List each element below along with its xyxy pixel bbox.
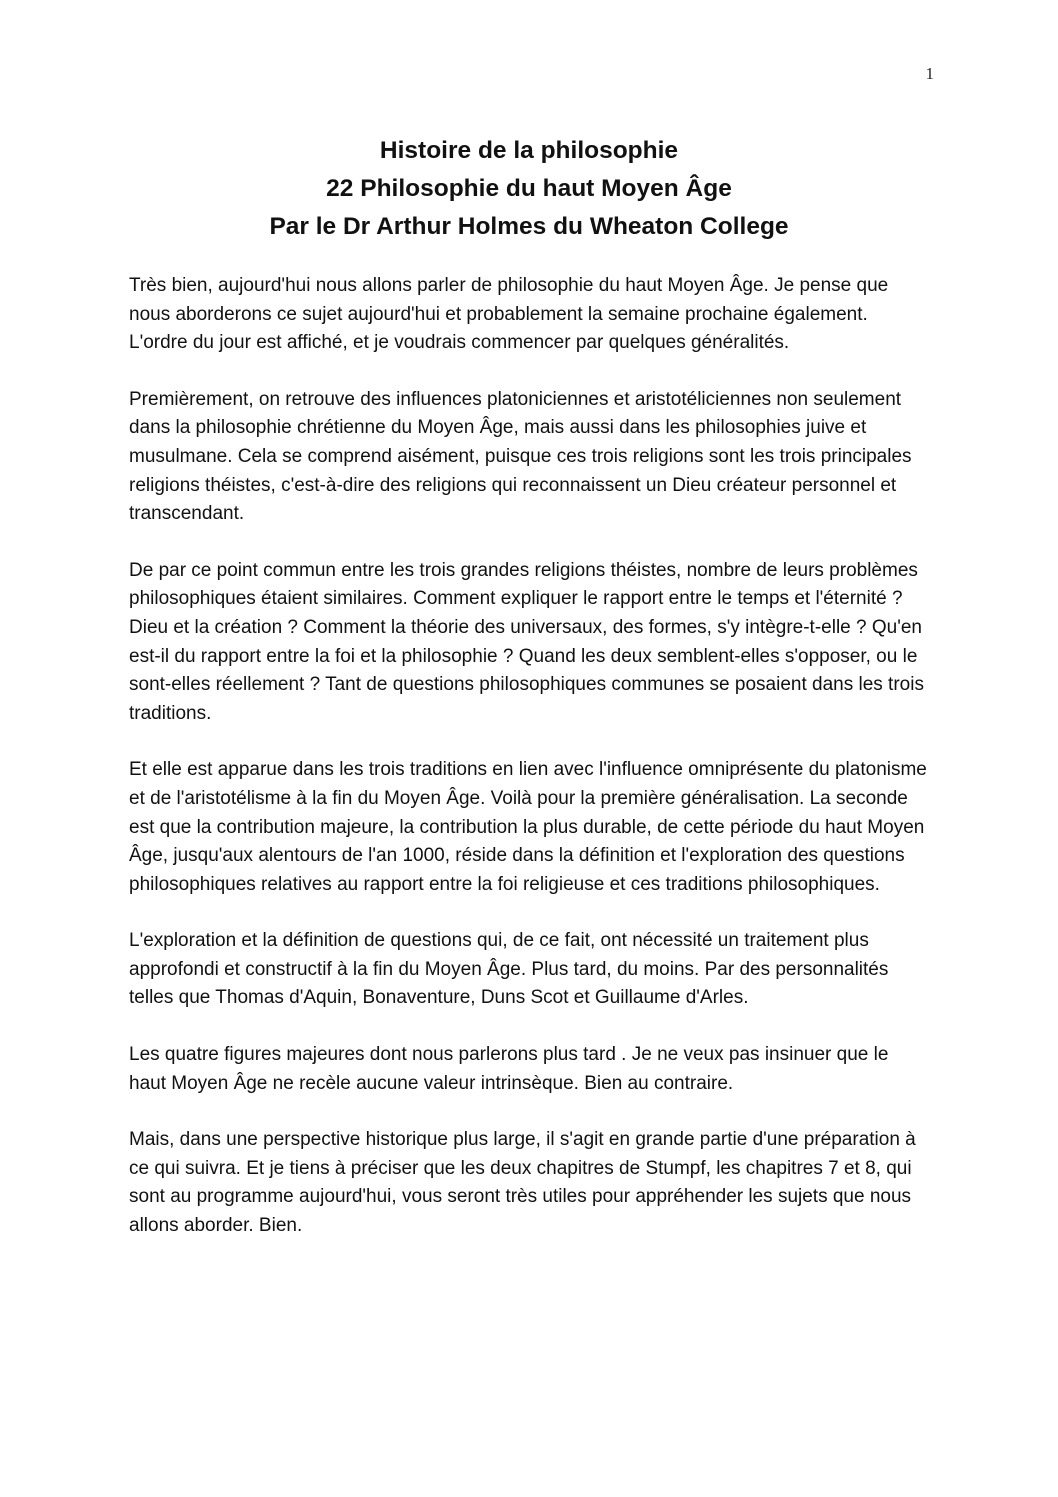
title-line-2: 22 Philosophie du haut Moyen Âge (326, 175, 732, 202)
title-line-3: Par le Dr Arthur Holmes du Wheaton College (269, 213, 789, 240)
page-number: 1 (925, 64, 934, 83)
paragraph-1: Très bien, aujourd'hui nous allons parler de philosophie du haut Moyen Âge. Je pense que nous aborderons ce sujet aujourd'hui et probablement la semaine prochaine également. L'ordre du jour est affiché, et je voudrais commencer par quelques généralités. (129, 275, 889, 354)
paragraph-4: Et elle est apparue dans les trois traditions en lien avec l'influence omniprésente du platonisme et de l'aristotélisme à la fin du Moyen Âge. Voilà pour la première généralisation. La seconde est que la contribution majeure, la contribution la plus durable, de cette période du haut Moyen Âge, jusqu'aux alentours de l'an 1000, réside dans la définition et l'exploration des questions philosophiques relatives au rapport entre la foi religieuse et ces traditions philosophiques. (129, 759, 927, 895)
paragraph-3: De par ce point commun entre les trois grandes religions théistes, nombre de leurs problèmes philosophiques étaient similaires. Comment expliquer le rapport entre le temps et l'éternité ? Dieu et la création ? Comment la théorie des universaux, des formes, s'y intègre-t-elle ? Qu'en est-il du rapport entre la foi et la philosophie ? Quand les deux semblent-elles s'opposer, ou le sont-elles réellement ? Tant de questions philosophiques communes se posaient dans les trois traditions. (129, 559, 924, 724)
paragraph-2: Premièrement, on retrouve des influences platoniciennes et aristotéliciennes non seulement dans la philosophie chrétienne du Moyen Âge, mais aussi dans les philosophies juive et musulmane. Cela se comprend aisément, puisque ces trois religions sont les trois principales religions théistes, c'est-à-dire des religions qui reconnaissent un Dieu créateur personnel et transcendant. (129, 388, 912, 525)
document-body (129, 272, 929, 1269)
paragraph-5: L'exploration et la définition de questions qui, de ce fait, ont nécessité un traitement plus approfondi et constructif à la fin du Moyen Âge. Plus tard, du moins. Par des personnalités telles que Thomas d'Aquin, Bonaventure, Duns Scot et Guillaume d'Arles. (129, 930, 889, 1009)
paragraph-7: Mais, dans une perspective historique plus large, il s'agit en grande partie d'une préparation à ce qui suivra. Et je tiens à préciser que les deux chapitres de Stumpf, les chapitres 7 et 8, qui sont au programme aujourd'hui, vous seront très utiles pour appréhender les sujets que nous allons aborder. Bien. (129, 1129, 916, 1237)
document-title (100, 132, 958, 246)
paragraph-6: Les quatre figures majeures dont nous parlerons plus tard . Je ne veux pas insinuer que le haut Moyen Âge ne recèle aucune valeur intrinsèque. Bien au contraire. (129, 1044, 889, 1094)
title-line-1: Histoire de la philosophie (379, 137, 679, 164)
